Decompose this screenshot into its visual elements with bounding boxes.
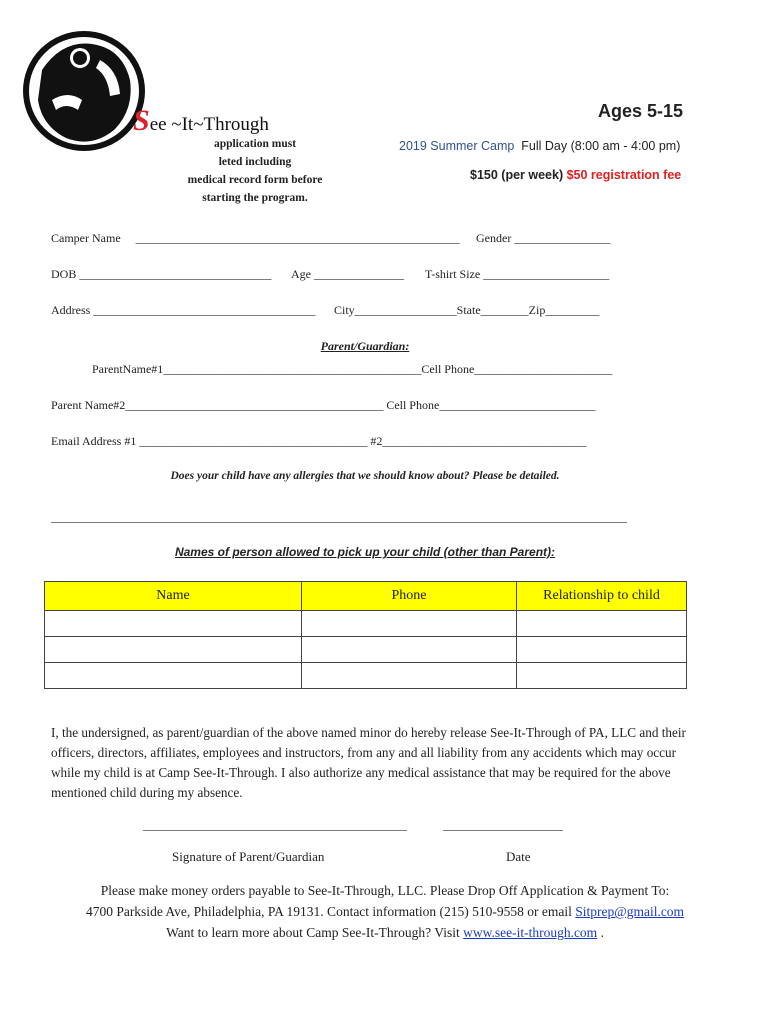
dob-field[interactable]: DOB ________________________________ (51, 267, 272, 281)
table-row (45, 611, 687, 637)
camp-logo (22, 30, 148, 152)
table-cell[interactable] (517, 663, 687, 689)
parent2-field[interactable]: Parent Name#2___________________________________________ Cell Phone__________________________ (51, 398, 596, 412)
pickup-heading: Names of person allowed to pick up your child (other than Parent): (174, 545, 556, 559)
application-note: application must leted including medical record form before starting the program. (187, 138, 323, 204)
signature-label: Signature of Parent/Guardian (172, 849, 325, 864)
email-link[interactable]: Sitprep@gmail.com (575, 904, 685, 919)
website-link[interactable]: www.see-it-through.com (463, 925, 598, 940)
column-phone: Phone (302, 582, 517, 611)
table-row (45, 663, 687, 689)
signature-line[interactable]: ____________________________________________ (143, 818, 407, 832)
table-header-row (45, 582, 687, 611)
column-name: Name (45, 582, 302, 611)
gender-field[interactable]: Gender ________________ (476, 231, 611, 245)
parent1-field[interactable]: ParentName#1___________________________________________Cell Phone_______________________ (92, 362, 613, 376)
email-field[interactable]: Email Address #1 ______________________________________ #2__________________________________ (51, 434, 587, 448)
camper-name-field[interactable]: Camper Name ______________________________________________________ (51, 231, 460, 245)
column-relationship: Relationship to child (517, 582, 687, 611)
footer-line-3: Want to learn more about Camp See-It-Through? Visit www.see-it-through.com . (166, 925, 604, 940)
table-cell[interactable] (302, 611, 517, 637)
tshirt-field[interactable]: T-shirt Size _____________________ (425, 267, 610, 281)
allergies-question: Does your child have any allergies that we should know about? Please be detailed. (170, 470, 560, 482)
table-cell[interactable] (302, 663, 517, 689)
pickup-table (44, 581, 687, 689)
footer-line-2: 4700 Parkside Ave, Philadelphia, PA 19131. Contact information (215) 510-9558 or email Sitprep@gmail.com (85, 904, 685, 919)
brand-name: See ~It~Through (133, 104, 269, 137)
fee-info: $150 (per week) $50 registration fee (470, 168, 682, 182)
city-state-zip-field[interactable]: City_________________State________Zip_________ (334, 303, 600, 317)
camp-info: 2019 Summer Camp Full Day (8:00 am - 4:00 pm) (399, 139, 681, 153)
table-cell[interactable] (45, 663, 302, 689)
table-row (45, 637, 687, 663)
parent-guardian-heading: Parent/Guardian: (320, 339, 410, 353)
release-statement: I, the undersigned, as parent/guardian of the above named minor do hereby release See-It-Through of PA, LLC and their officers, directors, affiliates, employees and instructors, from any and all liability from any accidents which may occur while my child is at Camp See-It-Through. I also authorize any medical assistance that may be required for the above mentioned child during my absence. (51, 725, 686, 800)
footer-line-1: Please make money orders payable to See-It-Through, LLC. Please Drop Off Application & Payment To: (100, 883, 670, 898)
table-cell[interactable] (517, 637, 687, 663)
address-field[interactable]: Address _____________________________________ (51, 303, 316, 317)
age-field[interactable]: Age _______________ (291, 267, 404, 281)
footer (40, 880, 730, 943)
date-label: Date (506, 849, 531, 864)
date-line[interactable]: ____________________ (443, 818, 563, 832)
table-cell[interactable] (45, 611, 302, 637)
ages-label: Ages 5-15 (598, 101, 684, 121)
table-cell[interactable] (45, 637, 302, 663)
table-cell[interactable] (302, 637, 517, 663)
table-cell[interactable] (517, 611, 687, 637)
allergies-line[interactable]: ________________________________________________________________________________________________ (51, 510, 627, 524)
